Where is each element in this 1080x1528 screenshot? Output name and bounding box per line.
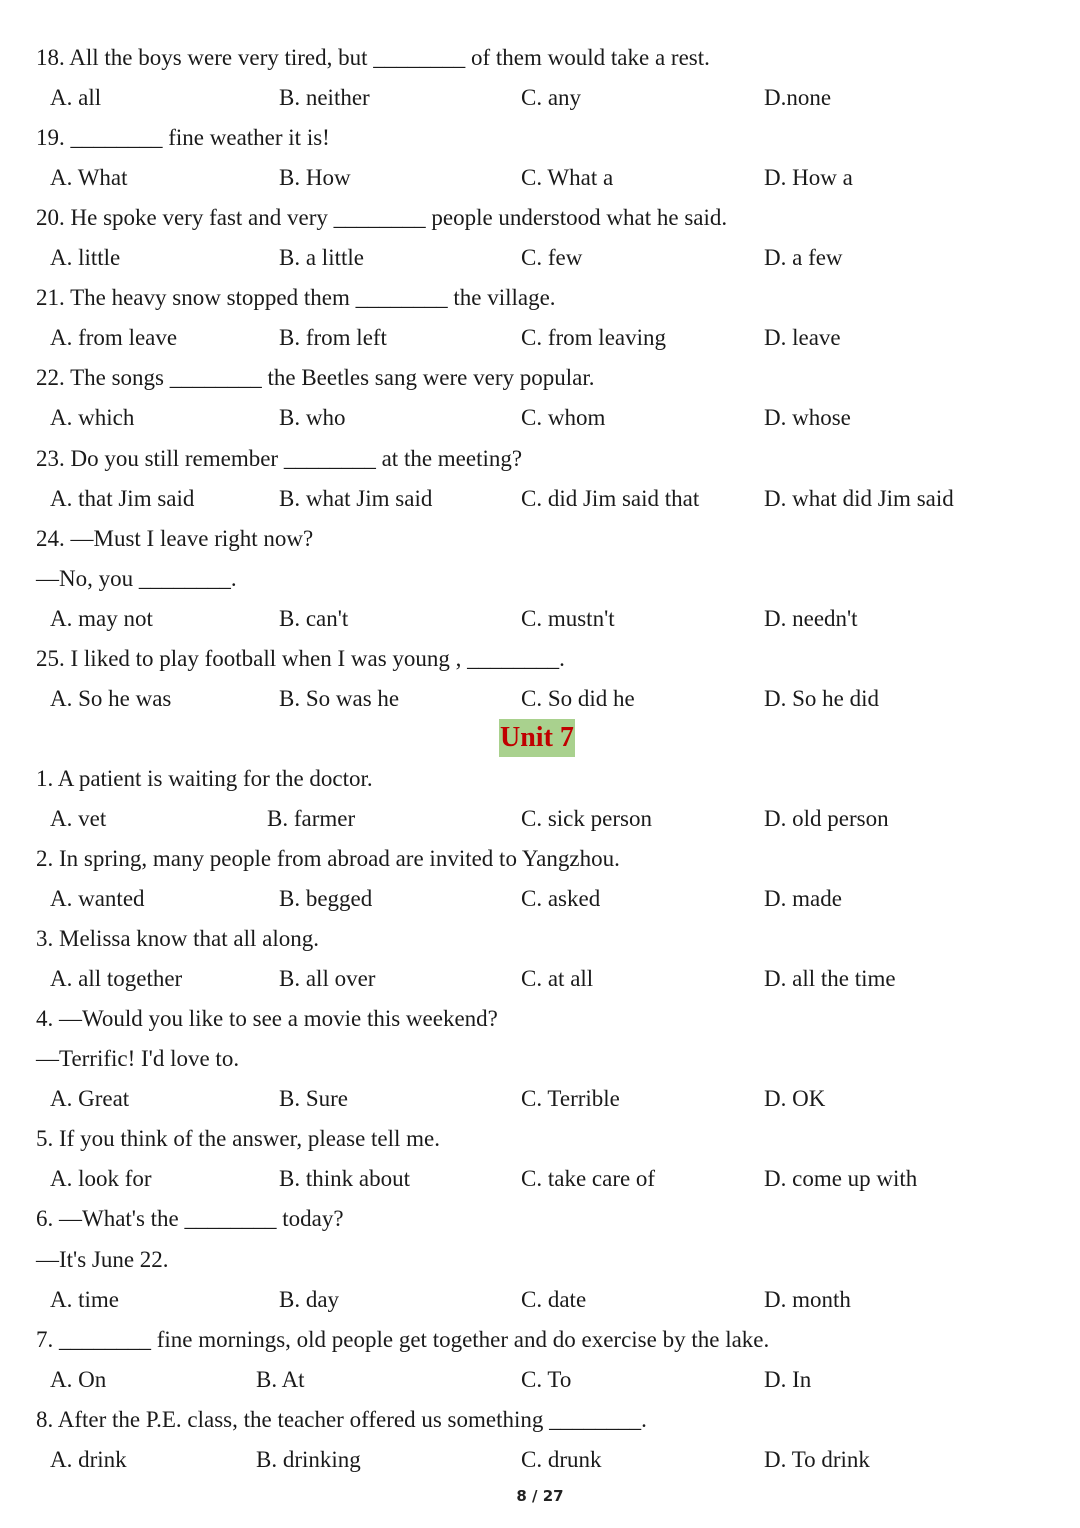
option-b[interactable]: B. a little — [279, 245, 364, 270]
option-c[interactable]: C. did Jim said that — [521, 486, 700, 511]
question-text: 4. —Would you like to see a movie this weekend? — [36, 1006, 498, 1031]
option-d[interactable]: D. How a — [764, 165, 853, 190]
option-a[interactable]: A. all — [50, 85, 102, 110]
option-c[interactable]: C. So did he — [521, 686, 635, 711]
question-text: —No, you ________. — [36, 566, 237, 591]
question-text: 23. Do you still remember ________ at the meeting? — [36, 446, 523, 471]
option-a[interactable]: A. vet — [50, 806, 107, 831]
question-text: 18. All the boys were very tired, but ________ of them would take a rest. — [36, 45, 710, 70]
option-d[interactable]: D. come up with — [764, 1166, 918, 1191]
option-a[interactable]: A. from leave — [50, 325, 178, 350]
option-a[interactable]: A. that Jim said — [50, 486, 195, 511]
option-d[interactable]: D. OK — [764, 1086, 826, 1111]
option-c[interactable]: C. few — [521, 245, 583, 270]
option-d[interactable]: D. all the time — [764, 966, 896, 991]
option-c[interactable]: C. whom — [521, 405, 606, 430]
option-d[interactable]: D. So he did — [764, 686, 879, 711]
option-b[interactable]: B. At — [256, 1367, 305, 1392]
option-b[interactable]: B. How — [279, 165, 351, 190]
option-b[interactable]: B. day — [279, 1287, 340, 1312]
question-text: 6. —What's the ________ today? — [36, 1206, 344, 1231]
question-text: —It's June 22. — [36, 1247, 169, 1272]
question-text: 20. He spoke very fast and very ________ people understood what he said. — [36, 205, 728, 230]
option-d[interactable]: D. needn't — [764, 606, 858, 631]
option-b[interactable]: B. can't — [279, 606, 349, 631]
page-number: 8 / 27 — [516, 1487, 564, 1505]
option-c[interactable]: C. Terrible — [521, 1086, 620, 1111]
option-a[interactable]: A. wanted — [50, 886, 145, 911]
option-c[interactable]: C. drunk — [521, 1447, 602, 1472]
option-c[interactable]: C. What a — [521, 165, 614, 190]
option-d[interactable]: D. month — [764, 1287, 851, 1312]
option-b[interactable]: B. what Jim said — [279, 486, 433, 511]
question-text: 3. Melissa know that all along. — [36, 926, 319, 951]
option-a[interactable]: A. which — [50, 405, 135, 430]
option-b[interactable]: B. who — [279, 405, 346, 430]
option-a[interactable]: A. On — [50, 1367, 107, 1392]
option-c[interactable]: C. asked — [521, 886, 601, 911]
option-d[interactable]: D. what did Jim said — [764, 486, 954, 511]
option-b[interactable]: B. all over — [279, 966, 376, 991]
question-text: 1. A patient is waiting for the doctor. — [36, 766, 373, 791]
option-d[interactable]: D. whose — [764, 405, 851, 430]
option-b[interactable]: B. think about — [279, 1166, 410, 1191]
option-d[interactable]: D. In — [764, 1367, 812, 1392]
option-d[interactable]: D. made — [764, 886, 842, 911]
option-b[interactable]: B. begged — [279, 886, 373, 911]
question-text: 8. After the P.E. class, the teacher offered us something ________. — [36, 1407, 647, 1432]
question-text: 7. ________ fine mornings, old people get together and do exercise by the lake. — [36, 1327, 770, 1352]
question-text: 25. I liked to play football when I was young , ________. — [36, 646, 565, 671]
option-c[interactable]: C. take care of — [521, 1166, 656, 1191]
option-a[interactable]: A. little — [50, 245, 121, 270]
option-d[interactable]: D.none — [764, 85, 832, 110]
option-c[interactable]: C. from leaving — [521, 325, 666, 350]
option-c[interactable]: C. at all — [521, 966, 594, 991]
question-text: 22. The songs ________ the Beetles sang were very popular. — [36, 365, 595, 390]
option-c[interactable]: C. mustn't — [521, 606, 615, 631]
question-text: 21. The heavy snow stopped them ________ the village. — [36, 285, 556, 310]
option-c[interactable]: C. any — [521, 85, 582, 110]
option-a[interactable]: A. may not — [50, 606, 153, 631]
section-title: Unit 7 — [499, 719, 575, 757]
option-d[interactable]: D. a few — [764, 245, 843, 270]
question-text: 24. —Must I leave right now? — [36, 526, 314, 551]
option-b[interactable]: B. drinking — [256, 1447, 361, 1472]
option-c[interactable]: C. date — [521, 1287, 587, 1312]
option-c[interactable]: C. To — [521, 1367, 572, 1392]
option-c[interactable]: C. sick person — [521, 806, 652, 831]
option-a[interactable]: A. Great — [50, 1086, 130, 1111]
option-d[interactable]: D. old person — [764, 806, 889, 831]
option-b[interactable]: B. neither — [279, 85, 370, 110]
option-a[interactable]: A. all together — [50, 966, 183, 991]
question-text: 5. If you think of the answer, please tell me. — [36, 1126, 441, 1151]
option-a[interactable]: A. So he was — [50, 686, 172, 711]
option-a[interactable]: A. drink — [50, 1447, 127, 1472]
option-a[interactable]: A. look for — [50, 1166, 152, 1191]
option-b[interactable]: B. from left — [279, 325, 387, 350]
question-text: 2. In spring, many people from abroad are invited to Yangzhou. — [36, 846, 620, 871]
option-d[interactable]: D. To drink — [764, 1447, 870, 1472]
question-text: 19. ________ fine weather it is! — [36, 125, 330, 150]
option-b[interactable]: B. So was he — [279, 686, 400, 711]
option-a[interactable]: A. time — [50, 1287, 119, 1312]
option-b[interactable]: B. farmer — [267, 806, 356, 831]
option-b[interactable]: B. Sure — [279, 1086, 348, 1111]
question-text: —Terrific! I'd love to. — [36, 1046, 240, 1071]
option-d[interactable]: D. leave — [764, 325, 841, 350]
option-a[interactable]: A. What — [50, 165, 128, 190]
